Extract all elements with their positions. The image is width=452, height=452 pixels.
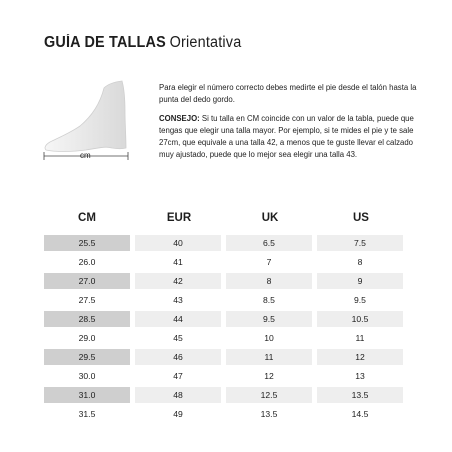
table-cell: 47 <box>173 371 183 381</box>
foot-icon <box>45 81 126 152</box>
table-cell: 11 <box>355 333 365 343</box>
table-cell: 44 <box>135 311 221 327</box>
tip-paragraph <box>159 113 421 161</box>
title-main: GUÍA DE TALLAS <box>44 34 166 51</box>
table-cell: 13.5 <box>260 409 278 419</box>
table-cell: 25.5 <box>44 235 130 251</box>
table-cell: 6.5 <box>226 235 312 251</box>
table-cell: 10 <box>264 333 274 343</box>
table-cell: 28.5 <box>44 311 130 327</box>
table-cell: 48 <box>135 387 221 403</box>
table-cell: 12.5 <box>226 387 312 403</box>
table-cell: 12 <box>264 371 274 381</box>
table-cell: 7.5 <box>317 235 403 251</box>
table-row <box>44 387 408 403</box>
table-row <box>44 368 408 384</box>
tip-text: Si tu talla en CM coincide con un valor de la tabla, puede que tengas que elegir una talla mayor. Por ejemplo, si te mides el pie y te sale 27cm, que equivale a una talla 42, a menos que te guste llevar el calzado muy ajustado, puede que lo mejor sea elegir una talla 43. <box>159 114 414 159</box>
table-cell: 30.0 <box>78 371 96 381</box>
table-cell: 10.5 <box>317 311 403 327</box>
table-row <box>44 406 408 422</box>
table-row <box>44 349 408 365</box>
table-cell: 31.0 <box>44 387 130 403</box>
table-cell: 14.5 <box>351 409 369 419</box>
table-cell: 27.5 <box>78 295 96 305</box>
table-cell: 9.5 <box>226 311 312 327</box>
table-row <box>44 235 408 251</box>
tip-label: CONSEJO: <box>159 114 200 123</box>
unit-label: cm <box>80 151 91 160</box>
table-cell: 13.5 <box>317 387 403 403</box>
table-cell: 11 <box>226 349 312 365</box>
table-cell: 9 <box>317 273 403 289</box>
table-cell: 29.5 <box>44 349 130 365</box>
table-cell: 8.5 <box>263 295 275 305</box>
table-row <box>44 273 408 289</box>
page-title <box>44 34 241 52</box>
table-row <box>44 292 408 308</box>
table-cell: 41 <box>173 257 183 267</box>
table-cell: 49 <box>173 409 183 419</box>
table-cell: 45 <box>173 333 183 343</box>
table-cell: 8 <box>226 273 312 289</box>
table-cell: 27.0 <box>44 273 130 289</box>
header-us: US <box>353 212 369 224</box>
header-uk: UK <box>261 212 279 224</box>
table-cell: 29.0 <box>78 333 96 343</box>
table-cell: 26.0 <box>78 257 96 267</box>
table-cell: 46 <box>135 349 221 365</box>
header-eur: EUR <box>166 212 192 224</box>
title-sub: Orientativa <box>169 34 242 51</box>
table-row <box>44 330 408 346</box>
table-cell: 7 <box>266 257 272 267</box>
table-cell: 8 <box>357 257 363 267</box>
table-cell: 12 <box>317 349 403 365</box>
table-row <box>44 254 408 270</box>
instructions-paragraph: Para elegir el número correcto debes medirte el pie desde el talón hasta la punta del dedo gordo. <box>159 83 417 104</box>
table-cell: 31.5 <box>78 409 96 419</box>
instructions-text <box>159 82 421 168</box>
table-cell: 40 <box>135 235 221 251</box>
size-table-header <box>44 212 408 232</box>
table-cell: 42 <box>135 273 221 289</box>
table-cell: 43 <box>173 295 183 305</box>
header-cm: CM <box>78 212 96 224</box>
table-row <box>44 311 408 327</box>
table-cell: 13 <box>355 371 365 381</box>
table-cell: 9.5 <box>354 295 366 305</box>
